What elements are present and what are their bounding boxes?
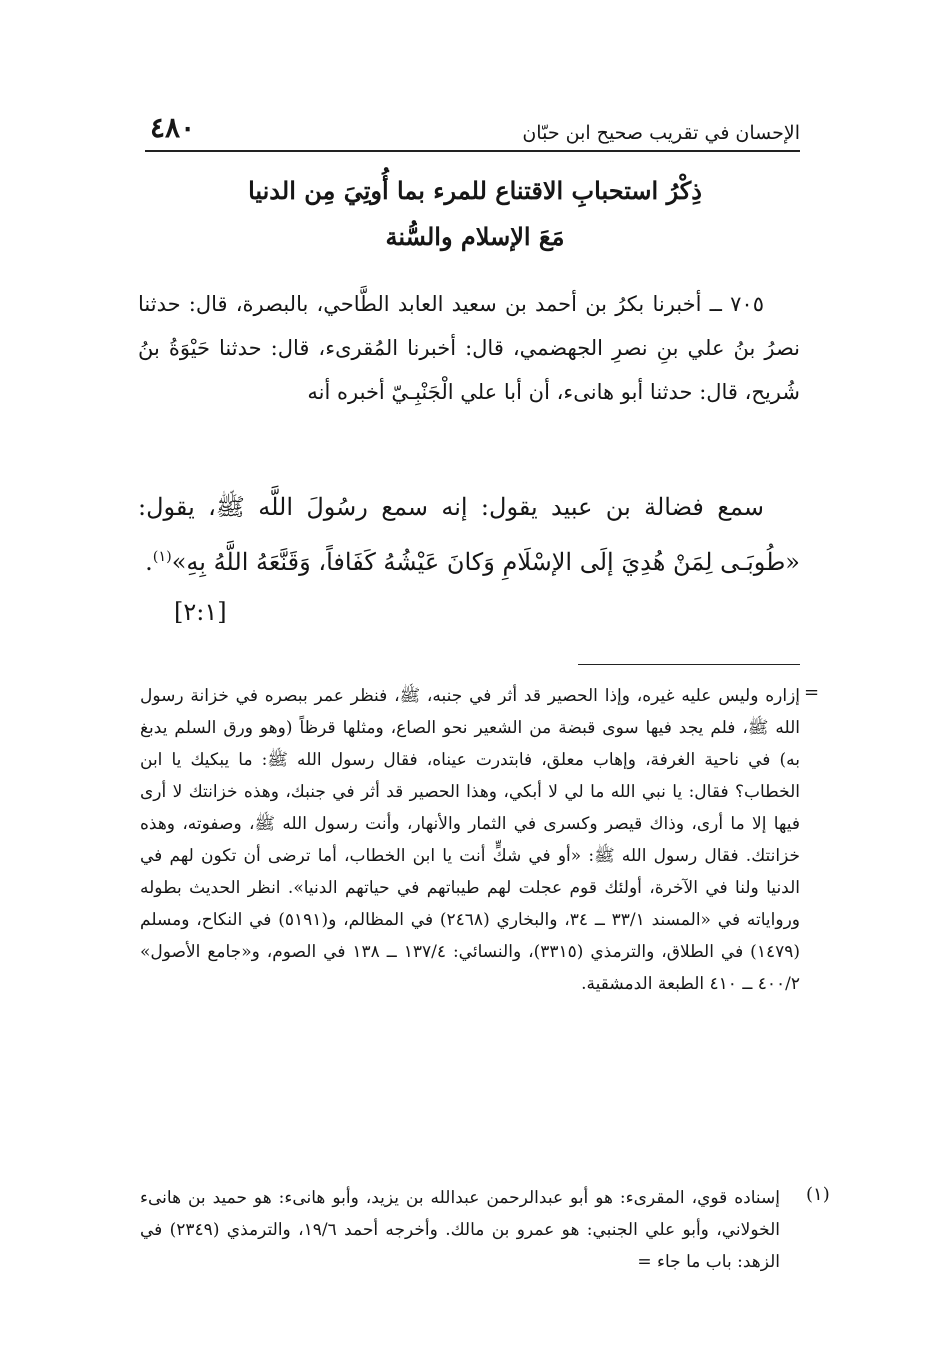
hadith-matn-text: سمع فضالة بن عبيد يقول: إنه سمع رسُولَ اللَّه ﷺ، يقول: «طُوبَـى لِمَنْ هُدِيَ إلَى الإسْلَامِ وَكانَ عَيْشُهُ كَفَافاً، وَقَنَّعَهُ اللَّهُ بِهِ» bbox=[138, 493, 800, 576]
footnote-1-marker: (١) bbox=[806, 1184, 830, 1205]
footnote-continuation-marker: = bbox=[804, 682, 820, 703]
footnote-reference: (١) bbox=[152, 549, 172, 565]
chapter-heading-line-1: ذِكْرُ استحبابِ الاقتناع للمرء بما أُوتِيَ مِن الدنيا bbox=[248, 176, 702, 205]
page-number: ٤٨٠ bbox=[150, 111, 196, 144]
hadith-end-period: . bbox=[145, 548, 153, 576]
hadith-reference: [٢:١] bbox=[174, 598, 227, 626]
footnote-1: إسناده قوي، المقرىء: هو أبو عبدالرحمن عبدالله بن يزيد، وأبو هانىء: هو حميد بن هانىء الخولاني، وأبو علي الجنبي: هو عمرو بن مالك. وأخرجه أحمد ١٩/٦، والترمذي (٢٣٤٩) في الزهد: باب ما جاء = bbox=[140, 1188, 780, 1272]
running-header bbox=[150, 100, 800, 144]
hadith-isnad: ٧٠٥ ــ أخبرنا بكرُ بن أحمد بن سعيد العابد الطَّاحي، بالبصرة، قال: حدثنا نصرُ بنُ علي بنِ نصرِ الجهضمي، قال: أخبرنا المُقرىء، قال: حدثنا حَيْوَةُ بنُ شُريح، قال: حدثنا أبو هانىء، أن أبا علي الْجَنْبِـيّ أخبره أنه bbox=[138, 292, 800, 404]
header-rule bbox=[145, 150, 800, 152]
hadith-matn bbox=[138, 482, 800, 637]
chapter-heading-line-2: مَعَ الإسلام والسُّنة bbox=[385, 222, 565, 251]
footnote-separator bbox=[578, 664, 800, 665]
footnote-continuation: إزاره وليس عليه غيره، وإذا الحصير قد أثر في جنبه، ﷺ، فنظر عمر ببصره في خزانة رسول الله ﷺ، فلم يجد فيها سوى قبضة من الشعير نحو الصاع، ومثلها قرظاً (وهو ورق السلم يدبغ به) في ناحية الغرفة، وإهاب معلق، فابتدرت عيناه، فقال رسول الله ﷺ: ما يبكيك يا ابن الخطاب؟ فقال: يا نبي الله ما لي لا أبكي، وهذا الحصير قد أثر في جنبك، وهذه خزانتك لا أرى فيها إلا ما أرى، وذاك قيصر وكسرى في الثمار والأنهار، وأنت رسول الله ﷺ، وصفوته، وهذه خزانتك. فقال رسول الله ﷺ: «أو في شكٍّ أنت يا ابن الخطاب، أما ترضى أن تكون لهم في الدنيا ولنا في الآخرة، أولئك قوم عجلت لهم طيباتهم في حياتهم الدنيا». انظر الحديث بطوله ورواياته في «المسند ٣٣/١ ــ ٣٤، والبخاري (٢٤٦٨) في المظالم، و(٥١٩١) في النكاح، ومسلم (١٤٧٩) في الطلاق، والترمذي (٣٣١٥)، والنسائي: ١٣٧/٤ ــ ١٣٨ في الصوم، و«جامع الأصول» ٤٠٠/٢ ــ ٤١٠ الطبعة الدمشقية. bbox=[140, 686, 801, 994]
chapter-heading bbox=[150, 168, 800, 260]
book-title: الإحسان في تقريب صحيح ابن حبّان bbox=[522, 122, 800, 144]
